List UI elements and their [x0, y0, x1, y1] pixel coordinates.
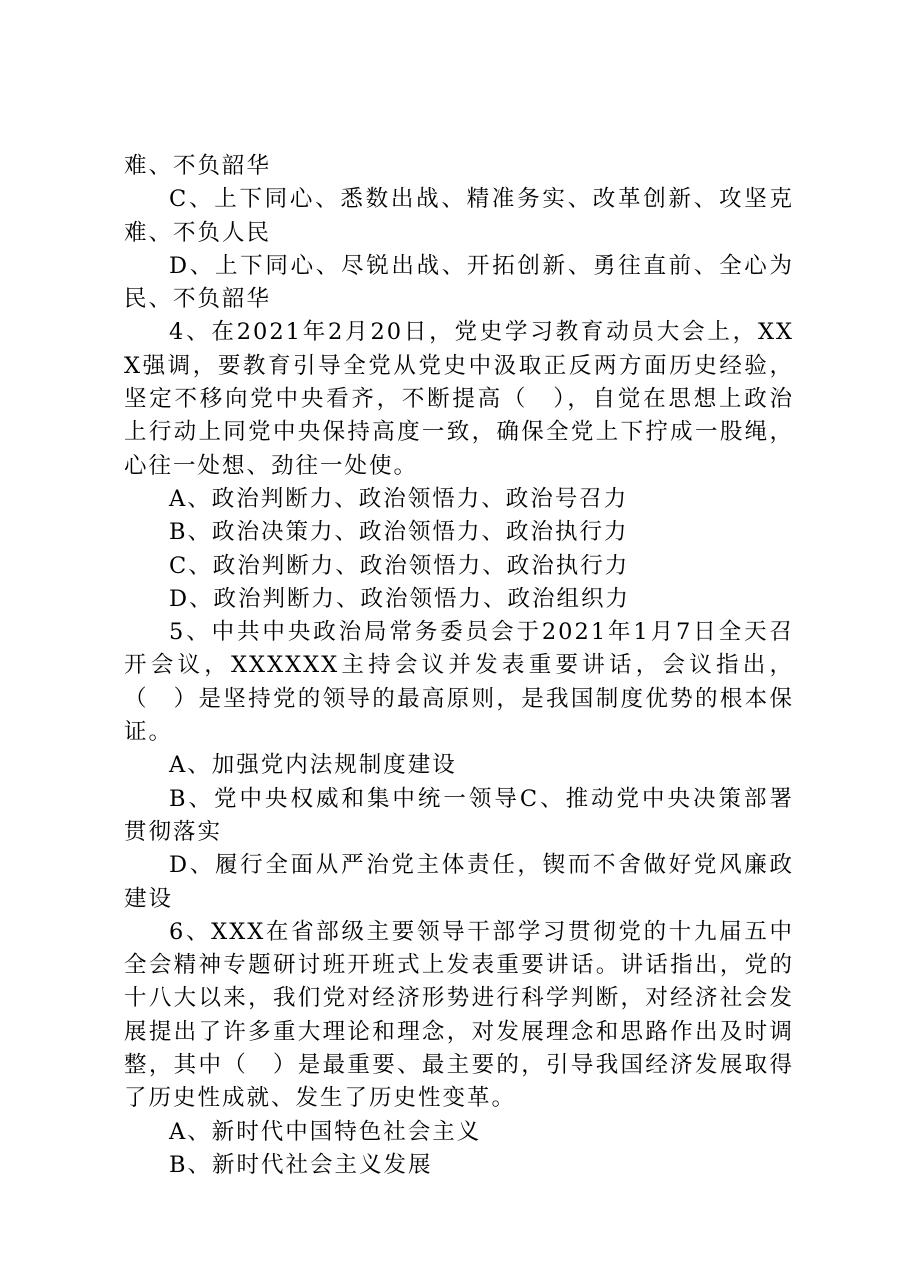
- question-4-option-b: B、政治决策力、政治领悟力、政治执行力: [169, 519, 629, 546]
- question-6: 6、XXX在省部级主要领导干部学习贯彻党的十九届五中全会精神专题研讨班开班式上发表重要讲话。讲话指出，党的十八大以来，我们党对经济形势进行科学判断，对经济社会发展提出了许多重大理论和理念，对发展理念和思路作出及时调整，其中（ ）是最重要、最主要的，引导我国经济发展取得了历史性成就、发生了历史性变革。: [124, 918, 794, 1112]
- question-4-option-d: D、政治判断力、政治领悟力、政治组织力: [169, 585, 631, 612]
- paragraph-continuation: 难、不负韶华: [124, 153, 272, 179]
- question-5: 5、中共中央政治局常务委员会于2021年1月7日全天召开会议，XXXXXX主持会议并发表重要讲话，会议指出，（ ）是坚持党的领导的最高原则，是我国制度优势的根本保证。: [124, 619, 794, 746]
- question-5-option-a: A、加强党内法规制度建设: [169, 752, 457, 779]
- question-6-option-b: B、新时代社会主义发展: [169, 1151, 433, 1178]
- question-5-option-b-c: B、党中央权威和集中统一领导C、推动党中央决策部署贯彻落实: [124, 785, 794, 845]
- question-4-option-c: C、政治判断力、政治领悟力、政治执行力: [169, 552, 630, 579]
- question-4: 4、在2021年2月20日，党史学习教育动员大会上，XXX强调，要教育引导全党从党史中汲取正反两方面历史经验，坚定不移向党中央看齐，不断提高（ ），自觉在思想上政治上行动上同党中央保持高度一致，确保全党上下拧成一股绳，心往一处想、劲往一处使。: [124, 319, 794, 479]
- option-d: D、上下同心、尽锐出战、开拓创新、勇往直前、全心为民、不负韶华: [124, 252, 794, 313]
- question-5-option-d: D、履行全面从严治党主体责任，锲而不舍做好党风廉政建设: [124, 852, 794, 912]
- document-body: [124, 150, 794, 1182]
- question-4-option-a: A、政治判断力、政治领悟力、政治号召力: [169, 485, 629, 512]
- question-6-option-a: A、新时代中国特色社会主义: [169, 1118, 482, 1145]
- option-c: C、上下同心、悉数出战、精准务实、改革创新、攻坚克难、不负人民: [124, 186, 794, 246]
